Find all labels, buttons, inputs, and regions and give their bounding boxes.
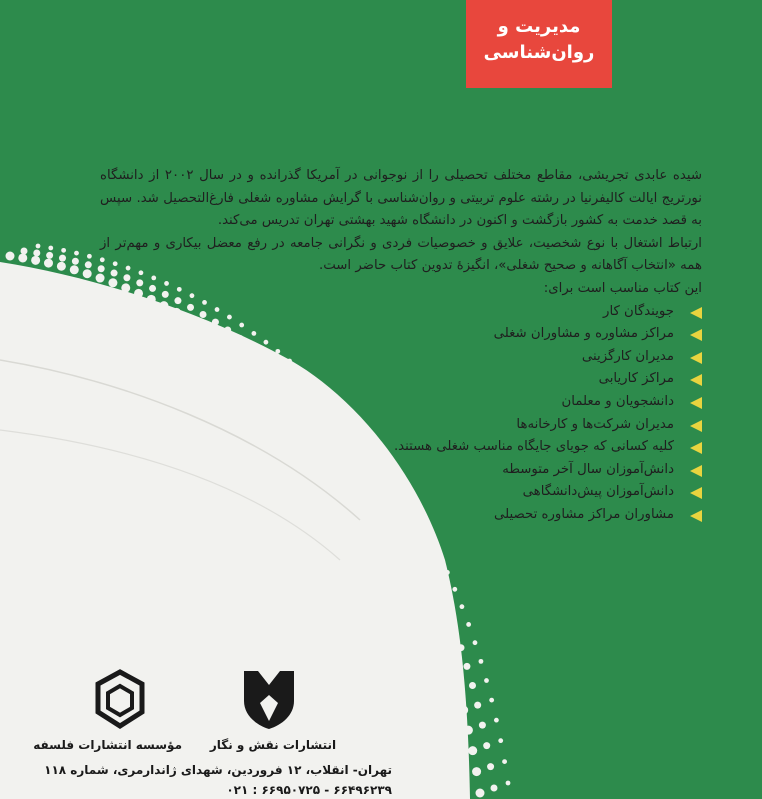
triangle-bullet-icon	[690, 397, 702, 409]
category-label-box	[466, 0, 612, 88]
triangle-bullet-icon	[690, 307, 702, 319]
perforation-dot	[459, 706, 468, 715]
category-line-1: مدیریت و	[497, 16, 581, 37]
perforation-dot	[472, 767, 481, 776]
perforation-dot	[498, 738, 503, 743]
perforation-dot	[6, 252, 15, 261]
perforation-dot	[463, 663, 470, 670]
publisher-name-right: انتشارات نقش و نگار	[209, 738, 337, 752]
publisher-address: تهران- انقلاب، ۱۲ فروردین، شهدای ژاندارمری، شماره ۱۱۸	[44, 763, 392, 777]
list-item: مراکز کاریابی	[100, 368, 702, 391]
triangle-bullet-icon	[690, 487, 702, 499]
triangle-bullet-icon	[690, 329, 702, 341]
publisher-name-left: مؤسسه انتشارات فلسفه	[33, 738, 182, 752]
perforation-dot	[18, 253, 27, 262]
perforation-dot	[452, 587, 457, 592]
perforation-dot	[476, 789, 485, 798]
perforation-dot	[473, 640, 478, 645]
perforation-dot	[444, 608, 451, 615]
perforation-dot	[57, 262, 66, 271]
perforation-dot	[484, 678, 489, 683]
perforation-dot	[430, 574, 437, 581]
publisher-logo-left-icon	[90, 668, 150, 730]
perforation-dot	[487, 763, 494, 770]
perforation-dot	[448, 667, 457, 676]
list-item: مدیران کارگزینی	[100, 346, 702, 369]
perforation-dot	[464, 726, 473, 735]
publisher-phone: ۶۶۴۹۶۲۳۹ - ۶۶۹۵۰۷۲۵ : ۰۲۱	[226, 783, 392, 797]
perforation-dot	[454, 686, 463, 695]
perforation-dot	[46, 252, 53, 259]
perforation-dot	[429, 538, 434, 543]
description-text	[100, 165, 702, 527]
perforation-dot	[414, 541, 421, 548]
perforation-dot	[70, 265, 79, 274]
perforation-dot	[466, 622, 471, 627]
perforation-dot	[442, 648, 451, 657]
motivation-paragraph: ارتباط اشتغال با نوع شخصیت، علایق و خصوصیات فردی و نگرانی جامعه در رفع معضل بیکاری و مهم‌تر از همه «انتخاب آگاهانه و صحیح شغلی»، انگیزهٔ تدوین کتاب حاضر است.	[100, 235, 702, 274]
audience-intro: این کتاب مناسب است برای:	[543, 280, 702, 296]
list-item: مشاوران مراکز مشاوره تحصیلی	[100, 504, 702, 527]
perforation-dot	[483, 742, 490, 749]
list-item: دانشجویان و معلمان	[100, 391, 702, 414]
perforation-dot	[407, 561, 416, 570]
list-item: جویندگان کار	[100, 301, 702, 324]
perforation-dot	[457, 644, 464, 651]
perforation-dot	[415, 578, 424, 587]
perforation-dot	[436, 630, 445, 639]
list-item: دانش‌آموزان سال آخر متوسطه	[100, 459, 702, 482]
perforation-dot	[506, 781, 511, 786]
perforation-dot	[406, 526, 413, 533]
triangle-bullet-icon	[690, 510, 702, 522]
perforation-dot	[33, 249, 40, 256]
list-item: کلیه کسانی که جویای جایگاه مناسب شغلی هستند.	[100, 436, 702, 459]
perforation-dot	[391, 530, 400, 539]
perforation-dot	[44, 259, 53, 268]
category-line-2: روان‌شناسی	[483, 42, 595, 63]
perforation-dot	[48, 246, 53, 251]
perforation-dot	[87, 254, 92, 259]
triangle-bullet-icon	[690, 465, 702, 477]
perforation-dot	[61, 248, 66, 253]
perforation-dot	[83, 269, 92, 278]
perforation-dot	[437, 591, 444, 598]
perforation-dot	[491, 785, 498, 792]
perforation-dot	[445, 570, 450, 575]
perforation-dot	[502, 759, 507, 764]
publisher-logo-right-icon	[240, 665, 298, 731]
perforation-dot	[85, 261, 92, 268]
perforation-dot	[451, 626, 458, 633]
perforation-dot	[489, 698, 494, 703]
perforation-dot	[437, 554, 442, 559]
list-item: دانش‌آموزان پیش‌دانشگاهی	[100, 481, 702, 504]
triangle-bullet-icon	[690, 442, 702, 454]
perforation-dot	[460, 604, 465, 609]
triangle-bullet-icon	[690, 420, 702, 432]
perforation-dot	[474, 702, 481, 709]
triangle-bullet-icon	[690, 352, 702, 364]
list-item: مراکز مشاوره و مشاوران شغلی	[100, 323, 702, 346]
list-item: مدیران شرکت‌ها و کارخانه‌ها	[100, 414, 702, 437]
perforation-dot	[494, 718, 499, 723]
perforation-dot	[72, 258, 79, 265]
perforation-dot	[469, 682, 476, 689]
perforation-dot	[74, 251, 79, 256]
perforation-dot	[21, 248, 28, 255]
audience-list	[100, 301, 702, 527]
perforation-dot	[422, 595, 431, 604]
perforation-dot	[36, 244, 41, 249]
perforation-dot	[422, 557, 429, 564]
perforation-dot	[399, 545, 408, 554]
perforation-dot	[468, 746, 477, 755]
perforation-dot	[59, 255, 66, 262]
perforation-dot	[429, 612, 438, 621]
author-bio-paragraph: شیده عابدی تجریشی، مقاطع مختلف تحصیلی را از نوجوانی در آمریکا گذرانده و در سال ۲۰۰۲ از دانشگاه نورتریج ایالت کالیفرنیا در رشته علوم تربیتی و روان‌شناسی با گرایش مشاوره شغلی فارغ‌التحصیل شد. سپس به قصد خدمت به کشور بازگشت و اکنون در دانشگاه شهید بهشتی تهران تدریس می‌کند.	[100, 168, 702, 229]
triangle-bullet-icon	[690, 374, 702, 386]
perforation-dot	[31, 256, 40, 265]
perforation-dot	[479, 722, 486, 729]
perforation-dot	[479, 659, 484, 664]
